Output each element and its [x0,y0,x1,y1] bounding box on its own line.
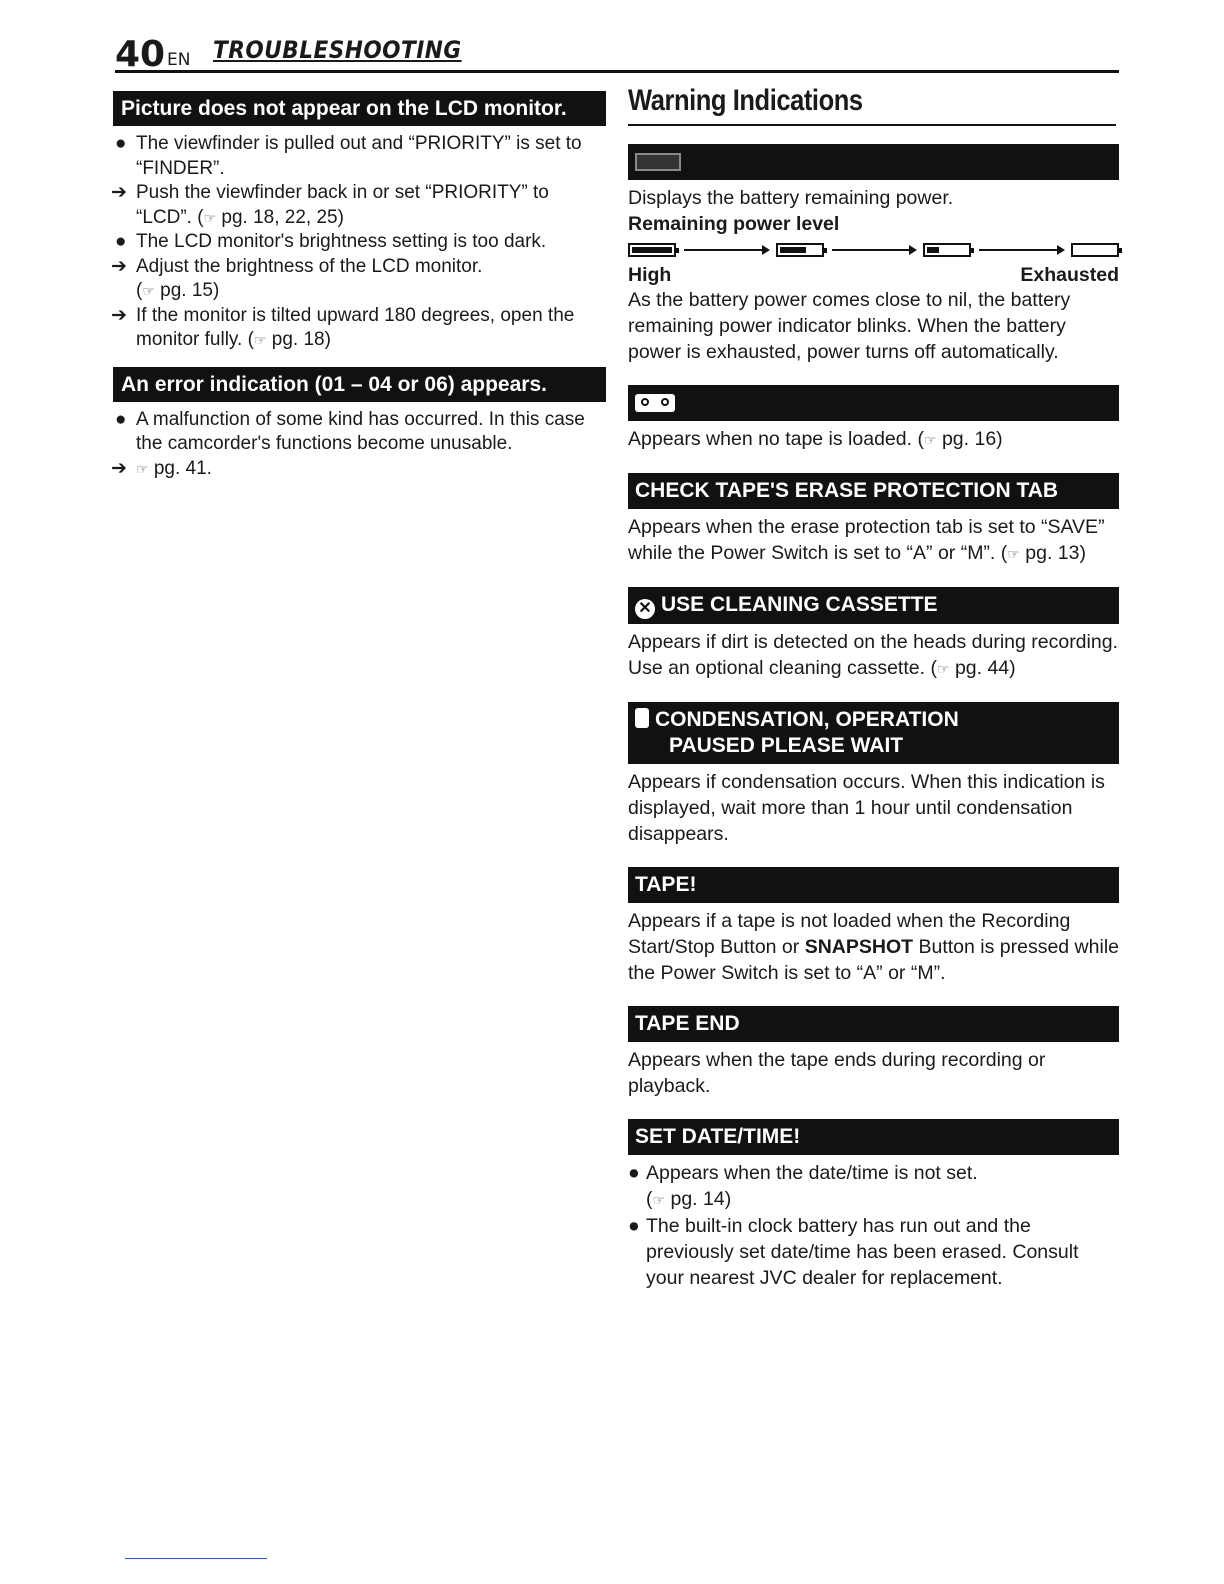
level-high: High [628,264,672,286]
level-label: Remaining power level [628,213,840,235]
battery-one-third-icon [923,243,971,257]
list-item: ● Appears when the date/time is not set. (☞ pg. 14) [628,1162,978,1210]
list-item: ➔ Adjust the brightness of the LCD monitor. (☞ pg. 15) [111,255,483,301]
left-column [113,91,606,481]
cleaning-block: ✕ USE CLEANING CASSETTE Appears if dirt is detected on the heads during recording. Use an optional cleaning cassette. (☞ pg. 44) [628,587,1119,682]
tape-end-desc: Appears when the tape ends during recording or playback. [628,1049,1046,1097]
arrow-icon [684,249,768,251]
battery-block [628,144,1119,365]
lcd-list [113,132,606,353]
level-exhausted: Exhausted [1020,264,1119,286]
erase-desc: Appears when the erase protection tab is set to “SAVE” while the Power Switch is set to “A” or “M”. [628,516,1105,564]
battery-levels [628,239,1119,261]
list-item: ➔ If the monitor is tilted upward 180 degrees, open the monitor fully. (☞ pg. 18) [111,304,575,350]
condensation-desc: Appears if condensation occurs. When this indication is displayed, wait more than 1 hour until condensation disappears. [628,771,1105,845]
reference-icon: ☞ [936,661,950,677]
battery-full-icon [628,243,676,257]
reference-icon: ☞ [142,283,155,299]
list-item: ● The viewfinder is pulled out and “PRIORITY” is set to “FINDER”. [115,133,582,179]
battery-empty-icon [1071,243,1119,257]
list-item: ➔ ☞ pg. 41. [111,457,212,479]
error-list [113,408,606,482]
tape-end-block [628,1006,1119,1099]
section-title: TROUBLESHOOTING [213,36,462,64]
error-heading: An error indication (01 – 04 or 06) appears. [113,367,606,402]
erase-heading: CHECK TAPE'S ERASE PROTECTION TAB [628,473,1119,509]
date-block [628,1119,1119,1291]
condensation-icon [635,708,649,728]
reference-icon: ☞ [1007,546,1020,562]
arrow-icon [979,249,1063,251]
no-tape-block: Appears when no tape is loaded. (☞ pg. 16) [628,385,1119,453]
tape-end-heading: TAPE END [628,1006,1119,1042]
tape-block [628,867,1119,986]
cleaning-desc: Appears if dirt is detected on the heads during recording. Use an optional cleaning cassette. [628,631,1118,679]
right-column [628,84,1119,1311]
footer-line [125,1558,267,1559]
arrow-icon [832,249,916,251]
date-heading: SET DATE/TIME! [628,1119,1119,1155]
reference-icon: ☞ [136,460,149,477]
battery-desc: Displays the battery remaining power. [628,187,954,209]
reference-icon: ☞ [203,209,217,226]
list-item: ● A malfunction of some kind has occurred. In this case the camcorder's functions become unusable. [115,408,585,454]
battery-note: As the battery power comes close to nil, the battery remaining power indicator blinks. When the battery power is exhausted, power turns off automatically. [628,289,1071,363]
reference-icon: ☞ [652,1192,666,1208]
battery-icon [635,153,681,171]
cleaning-heading: ✕ USE CLEANING CASSETTE [628,587,1119,624]
page-language: EN [167,50,191,70]
level-range [628,263,1119,287]
no-tape-heading [628,385,1119,421]
no-tape-desc: Appears when no tape is loaded. [628,428,913,450]
page-number: 40 [115,34,166,75]
condensation-block [628,702,1119,847]
battery-heading [628,144,1119,180]
list-item: ● The built-in clock battery has run out and the previously set date/time has been erased. Consult your nearest JVC dealer for replacement. [628,1215,1079,1289]
cleaning-warning-icon: ✕ [635,599,655,619]
reference-icon: ☞ [923,432,937,448]
list-item: ➔ Push the viewfinder back in or set “PRIORITY” to “LCD”. (☞ pg. 18, 22, 25) [111,182,549,228]
lcd-heading: Picture does not appear on the LCD monitor. [113,91,606,126]
tape-icon [635,394,675,412]
tape-desc: Appears if a tape is not loaded when the Recording Start/Stop Button or SNAPSHOT Button is pressed while the Power Switch is set to “A” or “M”. [628,910,1119,984]
battery-two-thirds-icon [776,243,824,257]
warning-title: Warning Indications [628,84,1116,126]
list-item: ● The LCD monitor's brightness setting is too dark. [115,231,547,252]
tape-heading: TAPE! [628,867,1119,903]
condensation-heading: CONDENSATION, OPERATION PAUSED PLEASE WAIT [628,702,1119,764]
reference-icon: ☞ [253,332,267,348]
erase-block: CHECK TAPE'S ERASE PROTECTION TAB Appears when the erase protection tab is set to “SAVE” while the Power Switch is set to “A” or “M”. (☞ pg. 13) [628,473,1119,567]
page-header [115,32,1119,73]
